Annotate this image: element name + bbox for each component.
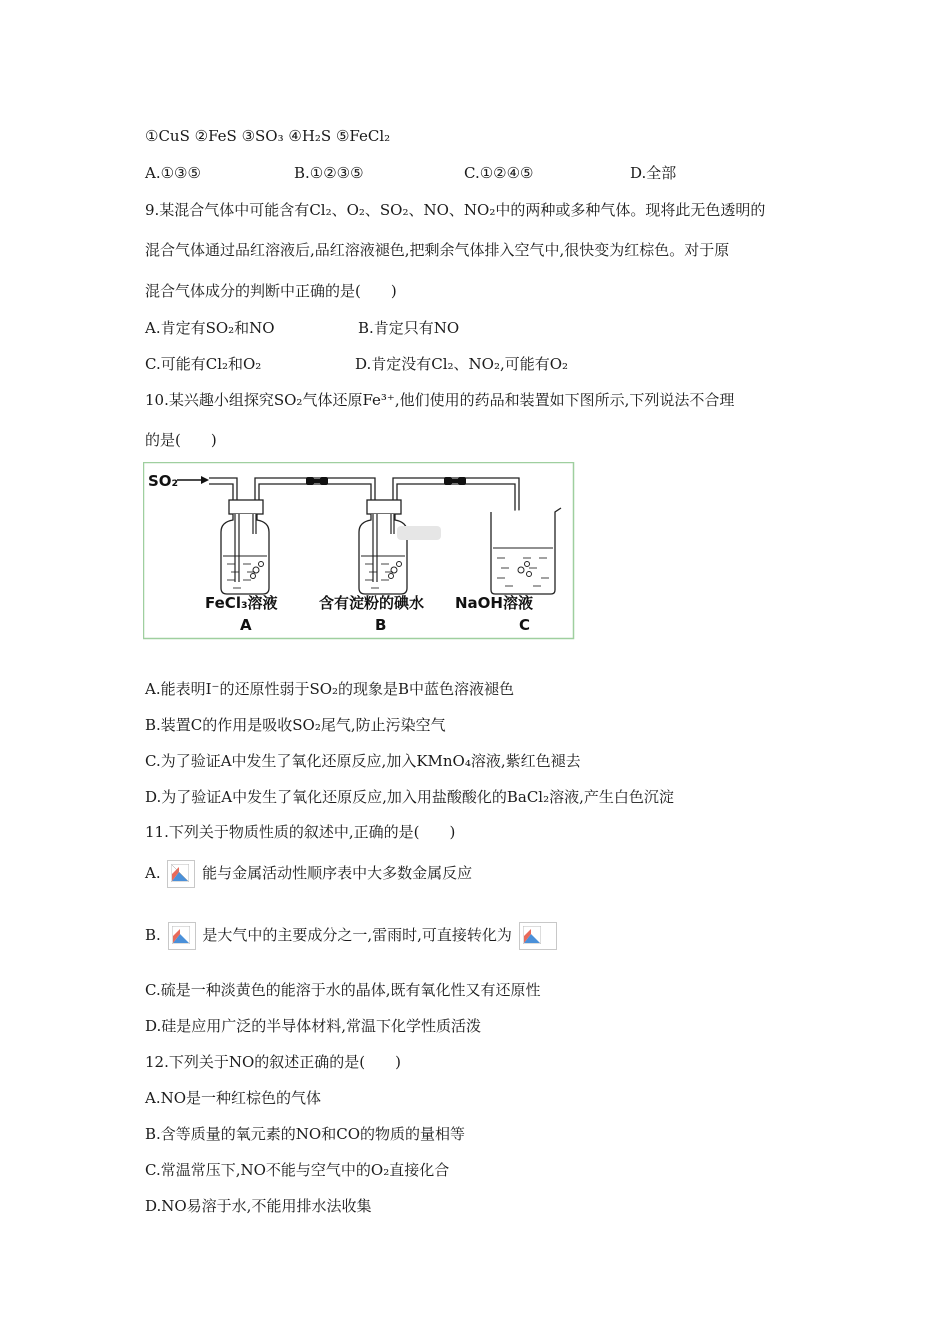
bottle-b-label: 含有淀粉的碘水 <box>319 594 425 612</box>
bottle-b-letter: B <box>375 616 387 634</box>
apparatus-figure <box>143 462 575 640</box>
broken-image-icon <box>168 922 196 950</box>
beaker-c-label: NaOH溶液 <box>455 594 533 612</box>
q10-option-b: B.装置C的作用是吸收SO₂尾气,防止污染空气 <box>145 716 446 734</box>
q10-stem-line2: 的是( ) <box>145 431 217 449</box>
bottle-a-letter: A <box>240 616 252 634</box>
broken-image-icon <box>519 922 557 950</box>
q11-stem: 11.下列关于物质性质的叙述中,正确的是( ) <box>145 823 456 841</box>
broken-image-icon <box>167 860 195 888</box>
q11-option-c: C.硫是一种淡黄色的能溶于水的晶体,既有氧化性又有还原性 <box>145 981 541 999</box>
q11-option-a-text: 能与金属活动性顺序表中大多数金属反应 <box>202 864 473 882</box>
q10-option-c: C.为了验证A中发生了氧化还原反应,加入KMnO₄溶液,紫红色褪去 <box>145 752 581 770</box>
bottle-a-label: FeCl₃溶液 <box>205 594 278 612</box>
q12-option-c: C.常温常压下,NO不能与空气中的O₂直接化合 <box>145 1161 450 1179</box>
q12-option-b: B.含等质量的氧元素的NO和CO的物质的量相等 <box>145 1125 465 1143</box>
q8-option-d: D.全部 <box>630 164 677 182</box>
q11-option-b-text: 是大气中的主要成分之一,雷雨时,可直接转化为 <box>202 926 512 944</box>
q8-items: ①CuS ②FeS ③SO₃ ④H₂S ⑤FeCl₂ <box>145 127 391 145</box>
q9-stem-line3: 混合气体成分的判断中正确的是( ) <box>145 282 397 300</box>
beaker-c-letter: C <box>519 616 531 634</box>
q10-option-a: A.能表明I⁻的还原性弱于SO₂的现象是B中蓝色溶液褪色 <box>145 680 515 698</box>
q12-option-d: D.NO易溶于水,不能用排水法收集 <box>145 1197 372 1215</box>
blurred-smudge <box>397 526 441 540</box>
q8-option-c: C.①②④⑤ <box>464 164 534 182</box>
q8-option-a: A.①③⑤ <box>145 164 201 182</box>
q9-option-a: A.肯定有SO₂和NO <box>145 319 275 337</box>
q11-option-b <box>145 922 559 950</box>
q12-option-a: A.NO是一种红棕色的气体 <box>145 1089 322 1107</box>
q11-option-a-prefix: A. <box>145 864 161 882</box>
q11-option-a <box>145 860 472 888</box>
q10-stem-line1: 10.某兴趣小组探究SO₂气体还原Fe³⁺,他们使用的药品和装置如下图所示,下列说法不合理 <box>145 391 735 409</box>
q9-stem-line2: 混合气体通过品红溶液后,品红溶液褪色,把剩余气体排入空气中,很快变为红棕色。对于原 <box>145 241 730 259</box>
q9-option-c: C.可能有Cl₂和O₂ <box>145 355 262 373</box>
q11-option-d: D.硅是应用广泛的半导体材料,常温下化学性质活泼 <box>145 1017 482 1035</box>
beaker-c <box>491 508 561 594</box>
q9-option-d: D.肯定没有Cl₂、NO₂,可能有O₂ <box>355 355 569 373</box>
q9-option-b: B.肯定只有NO <box>358 319 460 337</box>
q9-stem-line1: 9.某混合气体中可能含有Cl₂、O₂、SO₂、NO、NO₂中的两种或多种气体。现将此无色透明的 <box>145 201 766 219</box>
q8-option-b: B.①②③⑤ <box>294 164 364 182</box>
q11-option-b-prefix: B. <box>145 926 161 944</box>
so2-inlet-label: SO₂ <box>148 472 179 490</box>
q10-option-d: D.为了验证A中发生了氧化还原反应,加入用盐酸酸化的BaCl₂溶液,产生白色沉淀 <box>145 788 674 806</box>
q12-stem: 12.下列关于NO的叙述正确的是( ) <box>145 1053 401 1071</box>
